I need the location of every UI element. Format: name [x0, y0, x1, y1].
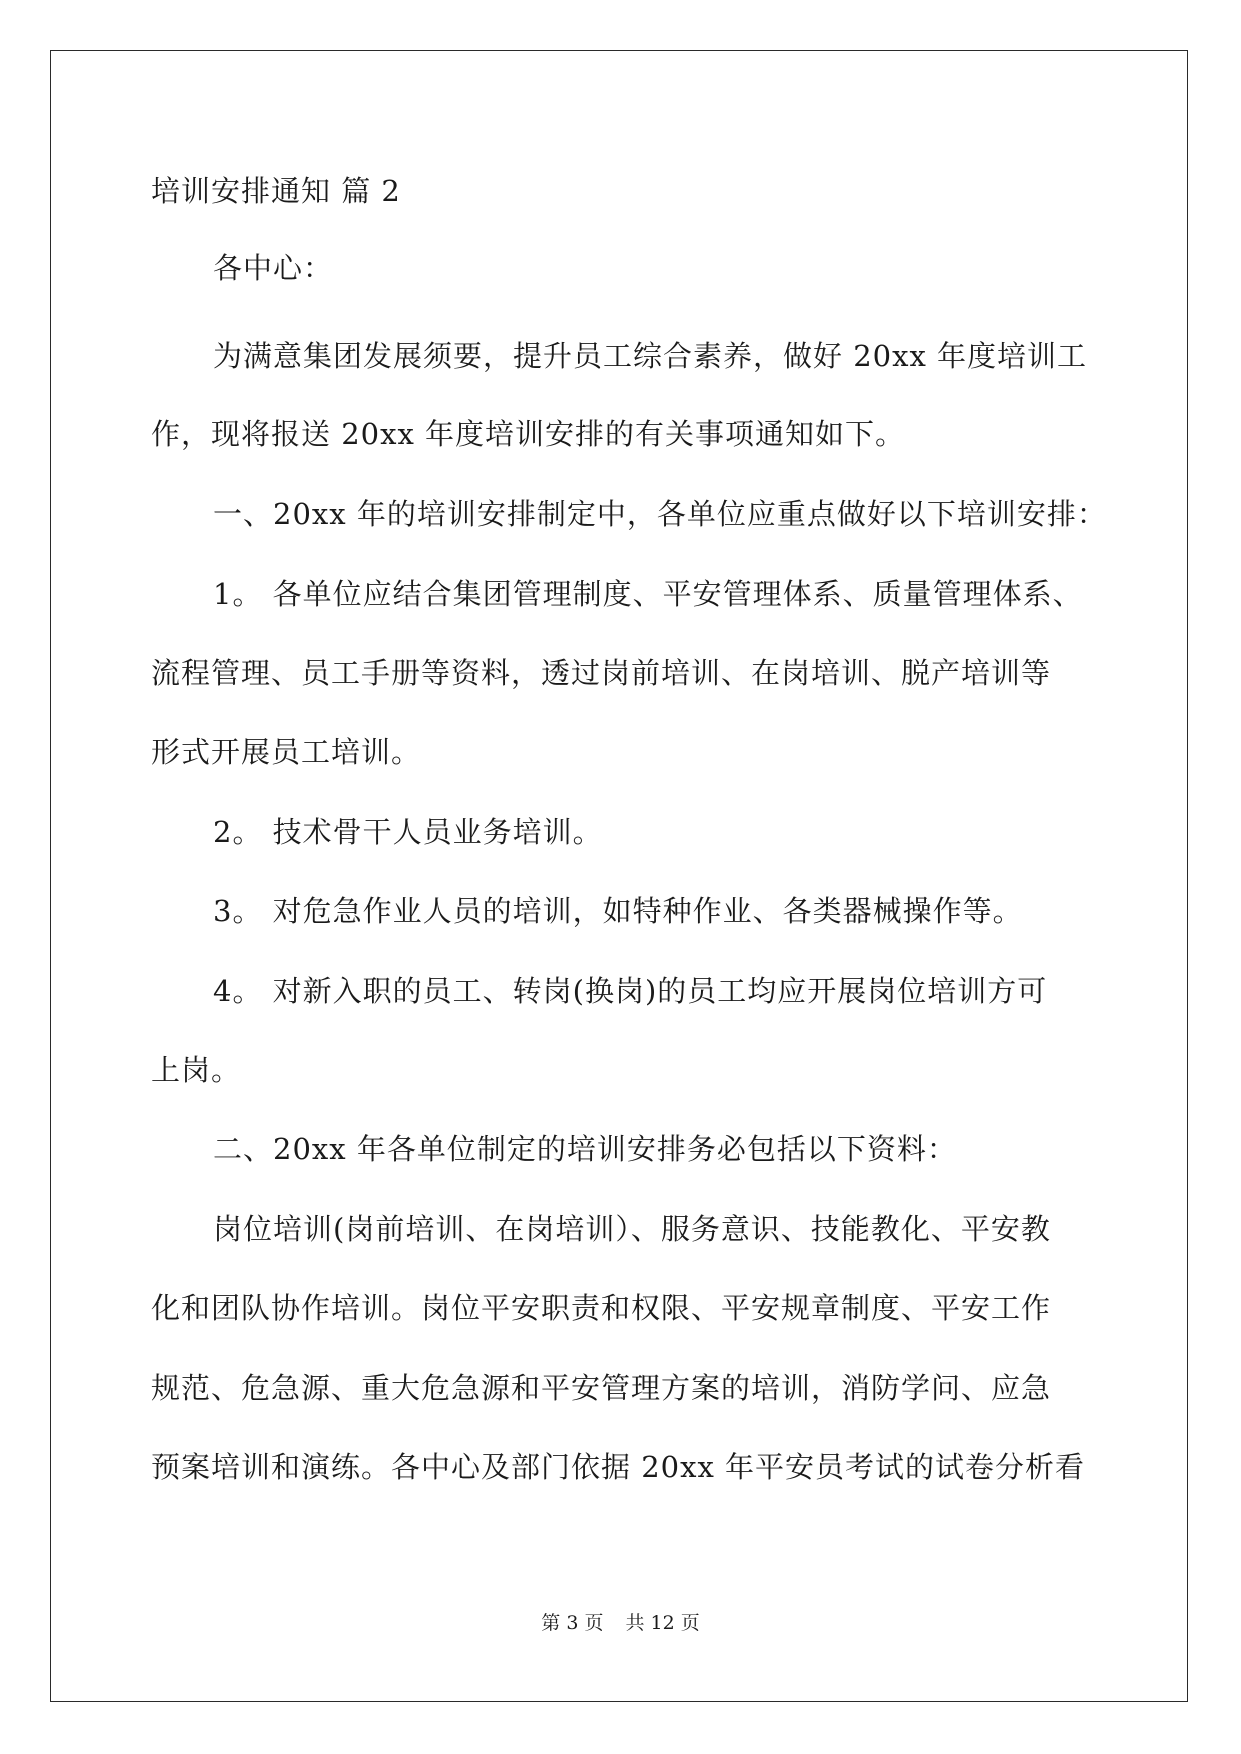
body-line: 化和团队协作培训。岗位平安职责和权限、平安规章制度、平安工作 — [151, 1291, 1052, 1325]
section-one-heading: 一、20xx 年的培训安排制定中，各单位应重点做好以下培训安排： — [213, 497, 1107, 531]
document-heading: 培训安排通知 篇 2 — [151, 174, 401, 208]
page-number: 第 3 页 — [541, 1612, 604, 1634]
body-line: 上岗。 — [151, 1053, 242, 1087]
list-item-1: 1。 各单位应结合集团管理制度、平安管理体系、质量管理体系、 — [213, 577, 1083, 611]
page-footer — [0, 1611, 1241, 1635]
page-total: 共 12 页 — [625, 1612, 700, 1634]
body-line: 规范、危急源、重大危急源和平安管理方案的培训，消防学问、应急 — [151, 1371, 1052, 1405]
list-item-4: 4。 对新入职的员工、转岗(换岗)的员工均应开展岗位培训方可 — [213, 974, 1048, 1008]
body-line: 岗位培训(岗前培训、在岗培训）、服务意识、技能教化、平安教 — [213, 1212, 1051, 1246]
body-line: 预案培训和演练。各中心及部门依据 20xx 年平安员考试的试卷分析看 — [151, 1450, 1086, 1484]
list-item-2: 2。 技术骨干人员业务培训。 — [213, 815, 603, 849]
salutation: 各中心： — [213, 251, 334, 285]
body-line: 为满意集团发展须要，提升员工综合素养，做好 20xx 年度培训工 — [213, 339, 1088, 373]
body-line: 作，现将报送 20xx 年度培训安排的有关事项通知如下。 — [151, 417, 906, 451]
body-line: 形式开展员工培训。 — [151, 735, 422, 769]
body-line: 流程管理、员工手册等资料，透过岗前培训、在岗培训、脱产培训等 — [151, 656, 1052, 690]
section-two-heading: 二、20xx 年各单位制定的培训安排务必包括以下资料： — [213, 1132, 957, 1166]
list-item-3: 3。 对危急作业人员的培训，如特种作业、各类器械操作等。 — [213, 894, 1023, 928]
